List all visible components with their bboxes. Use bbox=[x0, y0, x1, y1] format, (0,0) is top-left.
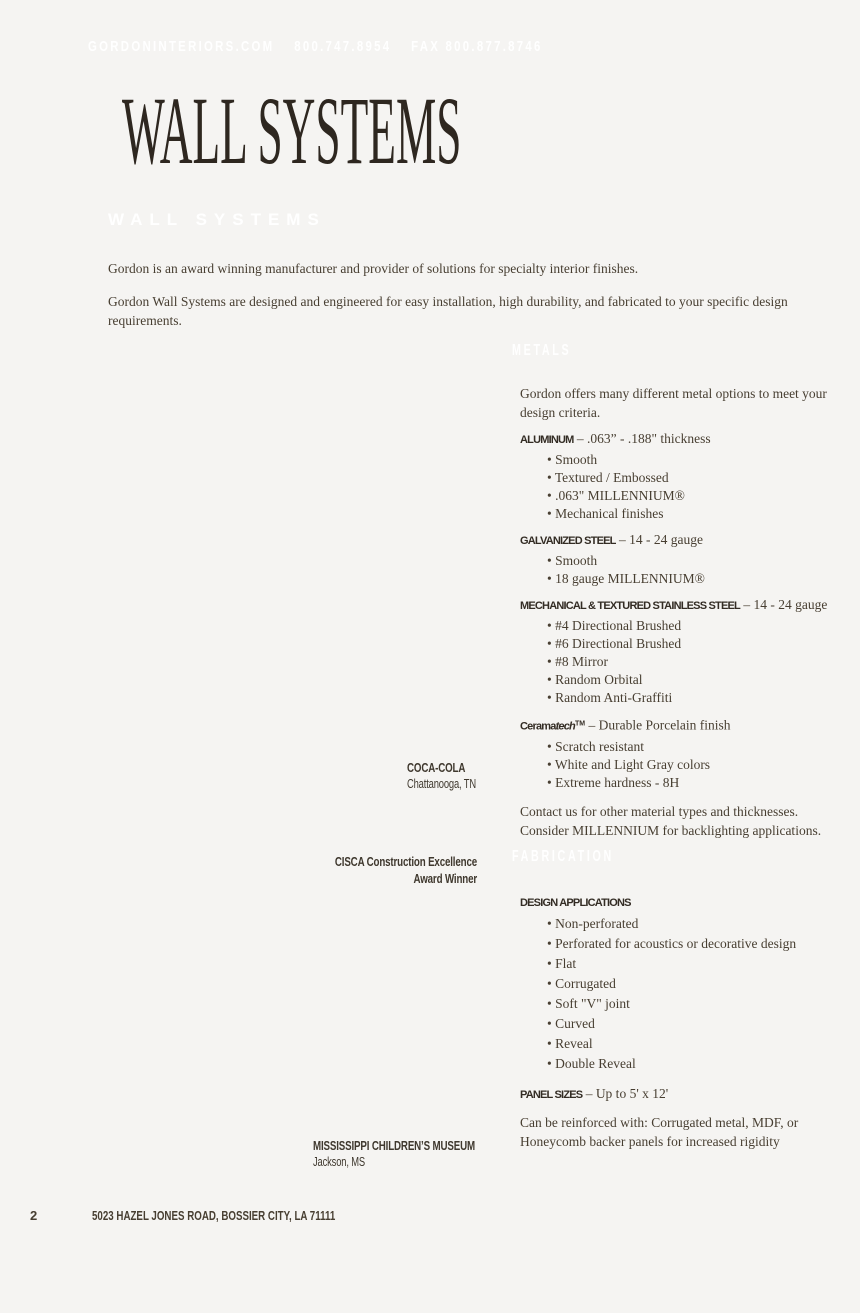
phone-text: 800.747.8954 bbox=[294, 38, 392, 55]
panel-sizes-group bbox=[520, 1084, 846, 1105]
panel-sizes-name: PANEL SIZES bbox=[520, 1088, 583, 1101]
website-text: GORDONINTERIORS.COM bbox=[88, 38, 275, 55]
metals-note: Contact us for other material types and thicknesses. Consider MILLENNIUM for backlighting applications. bbox=[520, 803, 822, 838]
overview-section-label: WALL SYSTEMS bbox=[108, 210, 326, 229]
metal-group-name-italic: tech bbox=[555, 720, 575, 733]
metal-group-galvanized-steel bbox=[520, 530, 846, 588]
metal-group-name: ALUMINUM bbox=[520, 434, 574, 446]
metal-group-heading bbox=[520, 429, 846, 450]
metal-group-aluminum bbox=[520, 429, 846, 523]
overview-paragraphs bbox=[108, 259, 820, 344]
list-item: • Flat bbox=[520, 954, 846, 974]
metals-intro: Gordon offers many different metal options to meet your design criteria. bbox=[520, 386, 827, 420]
fabrication-section-label: FABRICATION bbox=[512, 847, 614, 865]
list-item: • Soft "V" joint bbox=[520, 994, 846, 1014]
list-item: • Scratch resistant bbox=[520, 738, 846, 756]
metals-section-label: METALS bbox=[512, 342, 572, 359]
overview-paragraph-1: Gordon is an award winning manufacturer and provider of solutions for specialty interior finishes. bbox=[108, 261, 639, 276]
caption-title: MISSISSIPPI CHILDREN’S MUSEUM bbox=[313, 1138, 475, 1153]
fabrication-note: Can be reinforced with: Corrugated metal, MDF, or Honeycomb backer panels for increased rigidity bbox=[520, 1114, 799, 1149]
metal-group-options bbox=[520, 738, 846, 792]
metal-group-ceramatech bbox=[520, 714, 846, 792]
metals-content bbox=[520, 384, 846, 840]
list-item: • Reveal bbox=[520, 1034, 846, 1054]
list-item: • Extreme hardness - 8H bbox=[520, 774, 846, 792]
caption-location: Jackson, MS bbox=[313, 1155, 366, 1169]
list-item: • Double Reveal bbox=[520, 1054, 846, 1074]
list-item: • Perforated for acoustics or decorative design bbox=[520, 934, 846, 954]
fax-text: FAX 800.877.8746 bbox=[411, 38, 543, 55]
list-item: • Corrugated bbox=[520, 974, 846, 994]
metal-group-options bbox=[520, 552, 846, 588]
caption-coca-cola bbox=[407, 759, 476, 793]
page-title: WALL SYSTEMS bbox=[122, 77, 462, 184]
list-item: • #8 Mirror bbox=[520, 653, 846, 671]
metals-section-header bbox=[512, 342, 846, 362]
caption-title: Award Winner bbox=[413, 871, 477, 886]
right-column bbox=[512, 342, 846, 1151]
fabrication-section-header bbox=[512, 848, 846, 868]
list-item: • .063" MILLENNIUM® bbox=[520, 487, 846, 505]
list-item: • White and Light Gray colors bbox=[520, 756, 846, 774]
caption-location: Chattanooga, TN bbox=[407, 777, 476, 791]
list-item: • Mechanical finishes bbox=[520, 505, 846, 523]
list-item: • Curved bbox=[520, 1014, 846, 1034]
list-item: • Random Anti-Graffiti bbox=[520, 689, 846, 707]
page-number: 2 bbox=[30, 1208, 38, 1223]
fabrication-content bbox=[520, 892, 846, 1151]
metal-group-options bbox=[520, 617, 846, 707]
metal-group-heading bbox=[520, 714, 846, 737]
metal-group-detail: – Durable Porcelain finish bbox=[585, 717, 731, 733]
trademark-symbol: TM bbox=[574, 720, 586, 727]
list-item: • Textured / Embossed bbox=[520, 469, 846, 487]
caption-title: COCA-COLA bbox=[407, 760, 466, 775]
overview-paragraph-2: Gordon Wall Systems are designed and engineered for easy installation, high durability, and fabricated to your specific design requirements. bbox=[108, 293, 788, 329]
list-item: • Random Orbital bbox=[520, 671, 846, 689]
metal-group-name: Cerama bbox=[520, 720, 556, 733]
design-applications-name: DESIGN APPLICATIONS bbox=[520, 896, 631, 909]
list-item: • Smooth bbox=[520, 552, 846, 570]
list-item: • #4 Directional Brushed bbox=[520, 617, 846, 635]
metal-group-name: GALVANIZED STEEL bbox=[520, 535, 616, 547]
panel-sizes-detail: – Up to 5' x 12' bbox=[582, 1085, 669, 1101]
list-item: • 18 gauge MILLENNIUM® bbox=[520, 570, 846, 588]
metal-group-detail: – 14 - 24 gauge bbox=[615, 532, 703, 547]
metal-group-detail: – 14 - 24 gauge bbox=[739, 597, 828, 612]
list-item: • #6 Directional Brushed bbox=[520, 635, 846, 653]
design-applications-group bbox=[520, 892, 846, 1074]
list-item: • Smooth bbox=[520, 451, 846, 469]
design-applications-options bbox=[520, 914, 846, 1074]
panel-sizes-heading bbox=[520, 1084, 846, 1105]
metal-group-heading bbox=[520, 530, 846, 551]
metal-group-heading bbox=[520, 595, 846, 616]
footer-address: 5023 HAZEL JONES ROAD, BOSSIER CITY, LA 71111 bbox=[92, 1208, 336, 1223]
contact-bar bbox=[88, 38, 543, 55]
metal-group-name: MECHANICAL & TEXTURED STAINLESS STEEL bbox=[520, 600, 740, 612]
metal-group-detail: – .063” - .188" thickness bbox=[573, 431, 711, 446]
caption-title: CISCA Construction Excellence bbox=[334, 854, 477, 869]
caption-mississippi-museum bbox=[313, 1137, 475, 1171]
metal-group-options bbox=[520, 451, 846, 523]
metal-group-stainless-steel bbox=[520, 595, 846, 707]
caption-cisca-award bbox=[329, 853, 477, 887]
list-item: • Non-perforated bbox=[520, 914, 846, 934]
design-applications-heading bbox=[520, 892, 846, 913]
